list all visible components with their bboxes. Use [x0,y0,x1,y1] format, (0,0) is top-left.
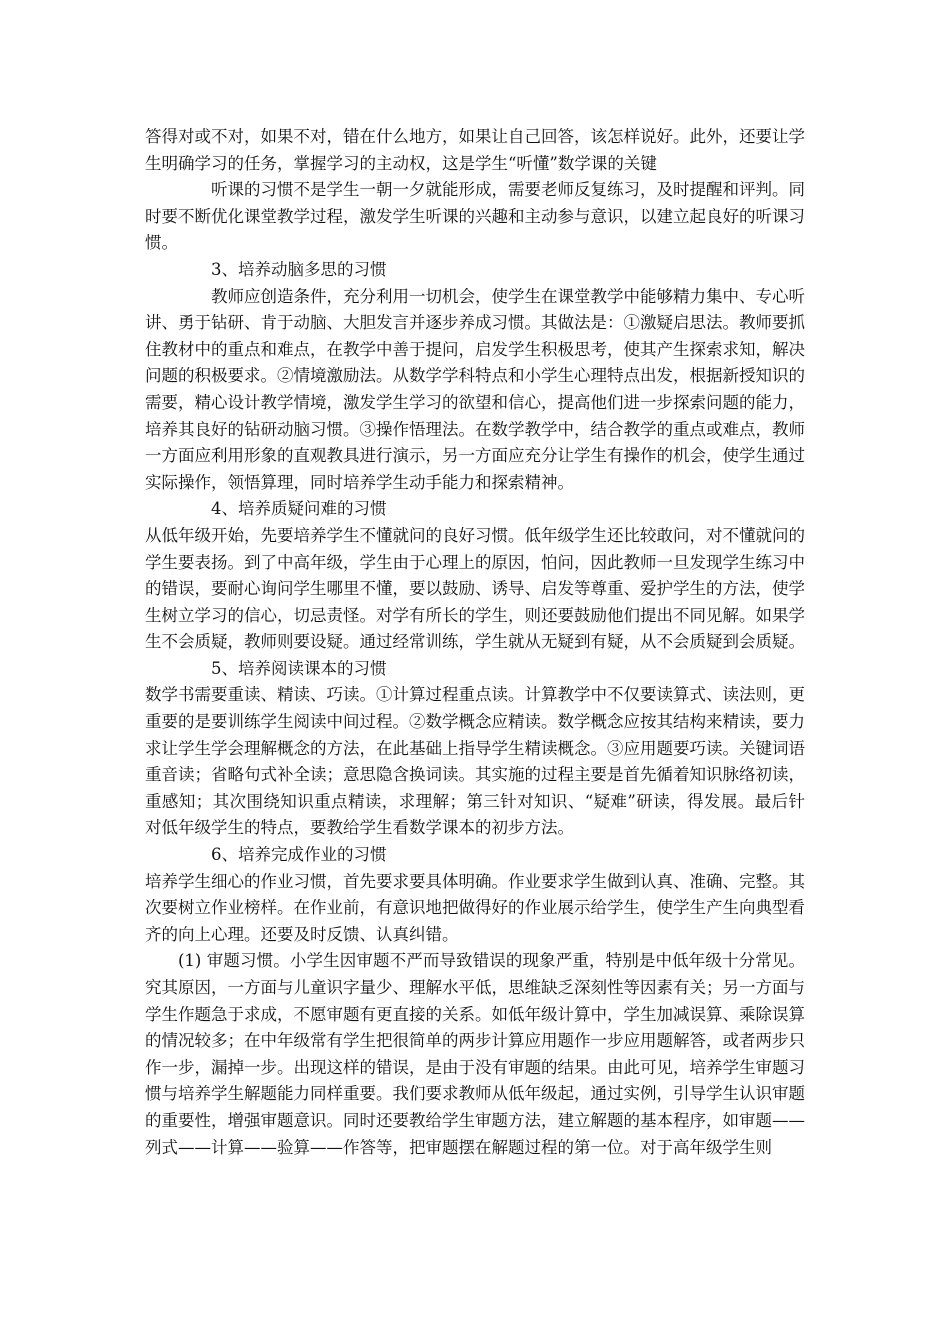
paragraph-questioning-habit: 从低年级开始，先要培养学生不懂就问的良好习惯。低年级学生还比较敢问，对不懂就问的学生要表扬。到了中高年级，学生由于心理上的原因，怕问，因此教师一旦发现学生练习中的错误，要耐心询问学生哪里不懂，要以鼓励、诱导、启发等尊重、爱护学生的方法，使学生树立学习的信心，切忌责怪。对学有所长的学生，则还要鼓励他们提出不同见解。如果学生不会质疑，教师则要设疑。通过经常训练，学生就从无疑到有疑，从不会质疑到会质疑。 [145,525,805,652]
paragraph-thinking-habit: 教师应创造条件，充分利用一切机会，使学生在课堂教学中能够精力集中、专心听讲、勇于钻研、肯于动脑、大胆发言并逐步养成习惯。其做法是：①激疑启思法。教师要抓住教材中的重点和难点，在教学中善于提问，启发学生积极思考，使其产生探索求知，解决问题的积极要求。②情境激励法。从数学学科特点和小学生心理特点出发，根据新授知识的需要，精心设计教学情境，激发学生学习的欲望和信心，提高他们进一步探索问题的能力，培养其良好的钻研动脑习惯。③操作悟理法。在数学教学中，结合教学的重点或难点，教师一方面应利用形象的直观教具进行演示，另一方面应充分让学生有操作的机会，使学生通过实际操作，领悟算理，同时培养学生动手能力和探索精神。 [145,286,805,492]
section-heading-3: 3、培养动脑多思的习惯 [211,259,387,279]
paragraph-reading-habit: 数学书需要重读、精读、巧读。①计算过程重点读。计算教学中不仅要读算式、读法则，更重要的是要训练学生阅读中间过程。②数学概念应精读。数学概念应按其结构来精读，要力求让学生学会理解概念的方法，在此基础上指导学生精读概念。③应用题要巧读。关键词语重音读；省略句式补全读；意思隐含换词读。其实施的过程主要是首先循着知识脉络初读，重感知；其次围绕知识重点精读，求理解；第三针对知识、“疑难”研读，得发展。最后针对低年级学生的特点，要教给学生看数学课本的初步方法。 [145,685,805,838]
section-heading-5: 5、培养阅读课本的习惯 [211,658,387,678]
paragraph-listening-key: 答得对或不对，如果不对，错在什么地方，如果让自己回答，该怎样说好。此外，还要让学生明确学习的任务，掌握学习的主动权，这是学生“听懂”数学课的关键 [145,127,805,173]
section-heading-4: 4、培养质疑问难的习惯 [211,499,387,519]
document-body [145,124,805,1161]
section-heading-6: 6、培养完成作业的习惯 [211,845,387,865]
paragraph-homework-habit: 培养学生细心的作业习惯，首先要求要具体明确。作业要求学生做到认真、准确、完整。其次要树立作业榜样。在作业前，有意识地把做得好的作业展示给学生，使学生产生向典型看齐的向上心理。还要及时反馈、认真纠错。 [145,871,805,944]
paragraph-review-habit: (1) 审题习惯。小学生因审题不严而导致错误的现象严重，特别是中低年级十分常见。究其原因，一方面与儿童识字量少、理解水平低，思维缺乏深刻性等因素有关；另一方面与学生作题急于求成，不愿审题有更直接的关系。如低年级计算中，学生加减误算、乘除误算的情况较多；在中年级常有学生把很简单的两步计算应用题作一步应用题解答，或者两步只作一步，漏掉一步。出现这样的错误，是由于没有审题的结果。由此可见，培养学生审题习惯与培养学生解题能力同样重要。我们要求教师从低年级起，通过实例，引导学生认识审题的重要性，增强审题意识。同时还要教给学生审题方法，建立解题的基本程序，如审题——列式——计算——验算——作答等，把审题摆在解题过程的第一位。对于高年级学生则 [145,951,805,1157]
paragraph-listening-habit: 听课的习惯不是学生一朝一夕就能形成，需要老师反复练习，及时提醒和评判。同时要不断优化课堂教学过程，激发学生听课的兴趣和主动参与意识，以建立起良好的听课习惯。 [145,180,805,253]
